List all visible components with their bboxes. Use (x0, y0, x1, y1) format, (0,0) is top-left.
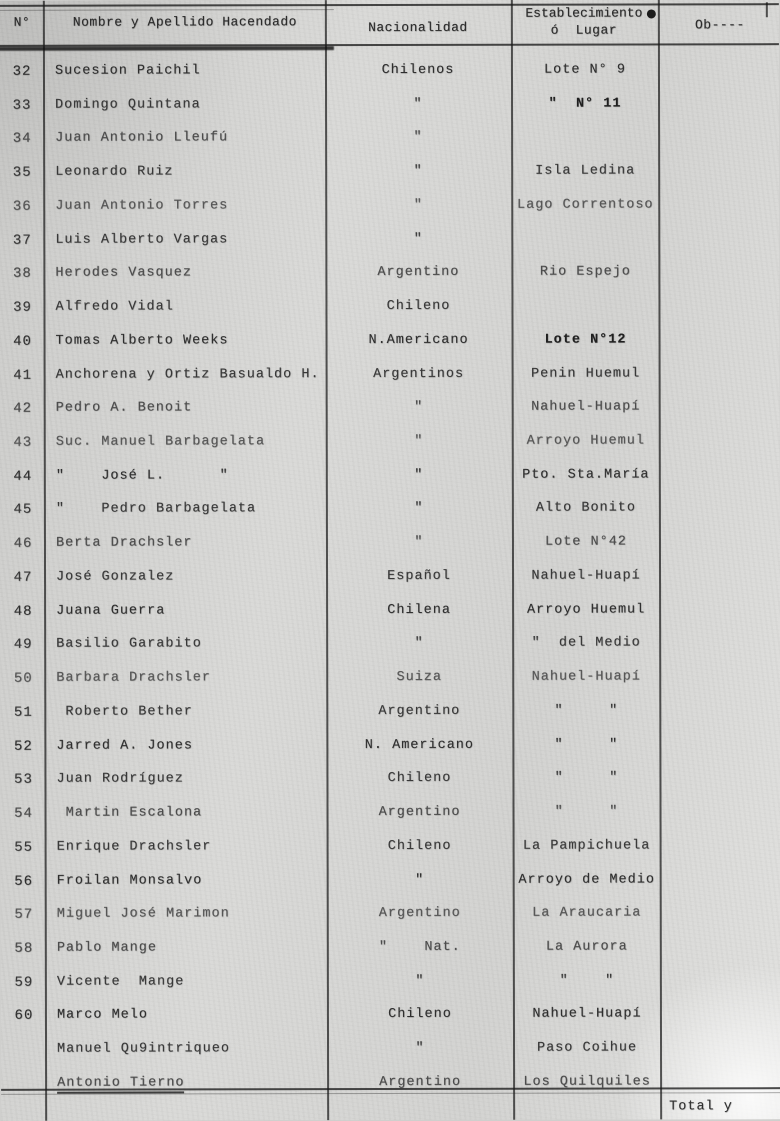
table-row (0, 728, 780, 764)
header-number: N° (13, 14, 31, 30)
header-establishment-line2: ó Lugar (550, 22, 618, 38)
hacendado-name (57, 897, 325, 932)
nationality: " (413, 130, 423, 146)
hacendado-name-text: " José L. " (55, 468, 229, 484)
hacendado-name (56, 628, 324, 663)
hacendado-name-text: Domingo Quintana (55, 97, 201, 113)
table-top-border (0, 3, 779, 7)
establishment: " N° 11 (548, 96, 622, 112)
row-number: 58 (14, 940, 34, 957)
table-row (0, 323, 780, 359)
hacendado-name (57, 999, 325, 1034)
header-establishment-line1: Establecimiento (525, 5, 643, 21)
hacendado-name-text: Juan Antonio Torres (55, 198, 229, 214)
row-number: 41 (13, 367, 33, 384)
establishment: " " (559, 973, 615, 989)
hacendado-name (56, 425, 324, 460)
table-row (1, 896, 780, 932)
establishment: " " (554, 737, 619, 753)
row-number: 55 (14, 839, 34, 856)
establishment (513, 121, 657, 155)
hacendado-name-text: José Gonzalez (56, 569, 175, 585)
hacendado-name (56, 762, 324, 797)
nationality: " (414, 433, 424, 449)
row-number: 53 (14, 772, 33, 789)
nationality: " (415, 1041, 425, 1057)
nationality: Argentino (379, 1074, 462, 1090)
hacendado-name-text: Basilio Garabito (56, 636, 202, 653)
row-number: 32 (12, 63, 32, 80)
nationality: " (414, 535, 424, 551)
table-row (0, 660, 780, 696)
hacendado-name-text: Luis Alberto Vargas (55, 231, 229, 248)
table-row (0, 357, 780, 393)
hacendado-name (57, 830, 325, 865)
establishment: Alto Bonito (535, 500, 636, 517)
nationality: Argentinos (373, 366, 465, 382)
hacendado-name (57, 931, 325, 966)
hacendado-name (57, 1066, 325, 1101)
row-number: 40 (13, 333, 32, 350)
header-observations: Ob---- (694, 17, 745, 33)
establishment: Lote N° 9 (543, 62, 626, 78)
hacendado-name (55, 88, 323, 123)
hacendado-name-text: Berta Drachsler (55, 535, 193, 551)
establishment: La Pampichuela (522, 838, 651, 854)
table-row (0, 559, 780, 595)
table-row (1, 930, 780, 966)
nationality: Argentino (378, 906, 461, 922)
hacendado-name (57, 965, 325, 1000)
row-number: 47 (13, 569, 33, 586)
hacendado-name (55, 189, 323, 224)
establishment: La Aurora (545, 939, 628, 955)
nationality: N. Americano (364, 737, 475, 753)
hacendado-name (56, 594, 324, 629)
table-row (1, 998, 780, 1034)
hacendado-name-text: Juan Rodríguez (56, 771, 184, 788)
row-number: 60 (14, 1008, 34, 1025)
nationality: " (415, 973, 425, 989)
hacendado-name (56, 493, 324, 528)
establishment: Nahuel-Huapí (532, 1006, 642, 1023)
row-number: 38 (12, 266, 32, 283)
total-label: Total y (669, 1099, 733, 1115)
table-row (1, 829, 780, 865)
table-row (0, 525, 780, 561)
hacendado-name (56, 324, 324, 359)
row-number: 39 (13, 299, 32, 316)
establishment: Nahuel-Huapí (531, 399, 641, 416)
header-divider-smudge (0, 46, 334, 51)
row-number: 36 (12, 198, 32, 215)
hacendado-name (57, 1032, 325, 1067)
hacendado-name-text: Manuel Qu9intriqueo (57, 1041, 230, 1057)
row-number: 49 (13, 637, 33, 654)
table-row (1, 863, 780, 899)
row-number: 52 (13, 738, 33, 755)
table-row (0, 87, 779, 123)
hacendado-name-text: Suc. Manuel Barbagelata (55, 434, 266, 450)
row-number: 48 (13, 603, 33, 620)
hacendado-name-text: Sucesion Paichil (54, 63, 201, 79)
hacendado-name (55, 223, 323, 258)
row-number: 43 (13, 434, 33, 451)
row-number: 34 (12, 131, 32, 148)
table-row (0, 458, 780, 494)
table-row (0, 627, 780, 663)
establishment: " " (554, 770, 619, 786)
table-row (0, 795, 780, 831)
nationality: " (413, 231, 423, 247)
establishment: Lote N°42 (544, 534, 627, 550)
row-number: 37 (12, 232, 32, 249)
hacendado-name-text: Herodes Vasquez (55, 265, 192, 282)
row-number: 50 (13, 670, 33, 687)
table-row (1, 1065, 780, 1101)
hacendado-name-text: Juan Antonio Lleufú (55, 130, 229, 147)
nationality: Chileno (386, 298, 451, 315)
row-number: 51 (13, 704, 33, 721)
nationality: " (414, 400, 424, 416)
row-number: 45 (13, 502, 33, 519)
hacendado-name-text: Juana Guerra (56, 603, 166, 619)
header-nationality: Nacionalidad (368, 19, 468, 36)
nationality: " (413, 164, 423, 180)
nationality: " (414, 467, 424, 483)
establishment: Arroyo Huemul (526, 433, 645, 449)
row-number: 54 (14, 805, 33, 822)
hacendado-name-text: Leonardo Ruiz (55, 164, 174, 180)
establishment: Rio Espejo (539, 264, 631, 281)
hacendado-name-text: Anchorena y Ortiz Basualdo H. (55, 366, 320, 383)
table-row (0, 694, 780, 730)
hacendado-name-text: Pedro A. Benoit (55, 400, 193, 416)
row-number: 56 (14, 873, 34, 890)
establishment: Los Quilquiles (523, 1074, 651, 1090)
hacendado-name (55, 122, 323, 157)
nationality: Chileno (388, 1007, 452, 1023)
table-row (0, 390, 780, 426)
establishment: Penin Huemul (530, 366, 641, 382)
row-number: 46 (13, 535, 33, 553)
ink-blot (647, 9, 656, 18)
establishment (513, 222, 657, 256)
nationality: Chileno (387, 771, 452, 787)
table-row (0, 53, 779, 89)
hacendado-name-text: Alfredo Vidal (55, 299, 174, 315)
establishment: Paso Coihue (536, 1040, 638, 1056)
nationality: " (414, 636, 424, 652)
establishment: Arroyo Huemul (526, 602, 646, 618)
hacendado-name (55, 257, 323, 292)
establishment: Arroyo de Medio (518, 871, 655, 888)
establishment: Isla Ledina (535, 163, 636, 179)
establishment: Lago Correntoso (516, 197, 654, 213)
nationality: Chilena (387, 602, 451, 618)
hacendado-name (56, 526, 324, 561)
table-row (0, 222, 779, 258)
nationality: N.Americano (368, 332, 469, 348)
row-number: 42 (13, 401, 33, 418)
hacendado-name-text: Antonio Tierno (57, 1075, 184, 1093)
table-row (0, 762, 780, 798)
nationality: " (413, 96, 423, 112)
nationality: " (414, 501, 424, 517)
scan-edge-mark (766, 2, 768, 17)
nationality: " Nat. (378, 939, 461, 955)
establishment: " " (554, 804, 619, 820)
hacendado-name (56, 796, 324, 831)
hacendado-name (56, 459, 324, 494)
hacendado-name-text: Jarred A. Jones (56, 738, 193, 754)
header-name: Nombre y Apellido Hacendado (72, 14, 297, 30)
nationality: Argentino (377, 265, 460, 281)
nationality: Argentino (378, 703, 461, 719)
establishment (513, 290, 657, 324)
hacendado-name (55, 155, 323, 190)
row-number: 59 (14, 974, 34, 991)
hacendado-name-text: Pablo Mange (56, 940, 157, 956)
nationality: Chilenos (381, 62, 455, 79)
table-row (1, 1031, 780, 1067)
nationality: " (415, 872, 425, 888)
table-top-border-double (0, 9, 334, 11)
hacendado-name (56, 391, 324, 426)
hacendado-name-text: Miguel José Marimon (56, 906, 230, 922)
establishment: " del Medio (531, 635, 641, 652)
table-row (0, 154, 779, 190)
hacendado-name-text: Marco Melo (56, 1007, 148, 1024)
row-number (5, 1033, 43, 1067)
row-number: 44 (13, 468, 33, 485)
nationality: Español (387, 568, 451, 584)
nationality: Suiza (396, 670, 443, 686)
establishment: " " (554, 703, 619, 719)
table-header (0, 0, 779, 38)
establishment: Pto. Sta.María (522, 467, 650, 483)
establishment: La Araucaria (532, 905, 642, 921)
hacendado-name (55, 54, 323, 89)
hacendado-name (56, 560, 324, 595)
nationality: Chileno (387, 838, 452, 854)
hacendado-name (57, 864, 325, 899)
hacendado-name (56, 661, 324, 696)
table-row (0, 188, 779, 224)
establishment: Lote N°12 (544, 332, 627, 348)
hacendado-name-text: Roberto Bether (56, 704, 193, 720)
nationality: Argentino (378, 804, 461, 821)
hacendado-name-text: Martin Escalona (56, 805, 203, 821)
hacendado-name-text: Tomas Alberto Weeks (55, 333, 229, 349)
row-number: 57 (14, 906, 34, 924)
row-number (5, 1067, 43, 1101)
establishment: Nahuel-Huapí (531, 568, 641, 584)
hacendado-name (55, 290, 323, 325)
hacendado-name-text: Enrique Drachsler (56, 839, 212, 855)
table-row (0, 289, 780, 325)
hacendado-name-text: Vicente Mange (56, 974, 185, 990)
table-row (0, 424, 780, 460)
hacendado-name (56, 695, 324, 730)
hacendado-name-text: Barbara Drachsler (56, 670, 211, 686)
table-row (0, 121, 779, 157)
establishment: Nahuel-Huapí (531, 669, 641, 685)
hacendado-name (56, 729, 324, 764)
table-row (0, 492, 780, 528)
hacendado-name (56, 358, 324, 393)
hacendado-name-text: " Pedro Barbagelata (55, 501, 257, 518)
row-number: 33 (12, 97, 32, 114)
table-row (0, 593, 780, 629)
table-row (0, 256, 779, 292)
hacendado-name-text: Froilan Monsalvo (56, 872, 203, 889)
nationality: " (413, 197, 423, 213)
table-row (1, 964, 780, 1000)
row-number: 35 (12, 164, 32, 181)
